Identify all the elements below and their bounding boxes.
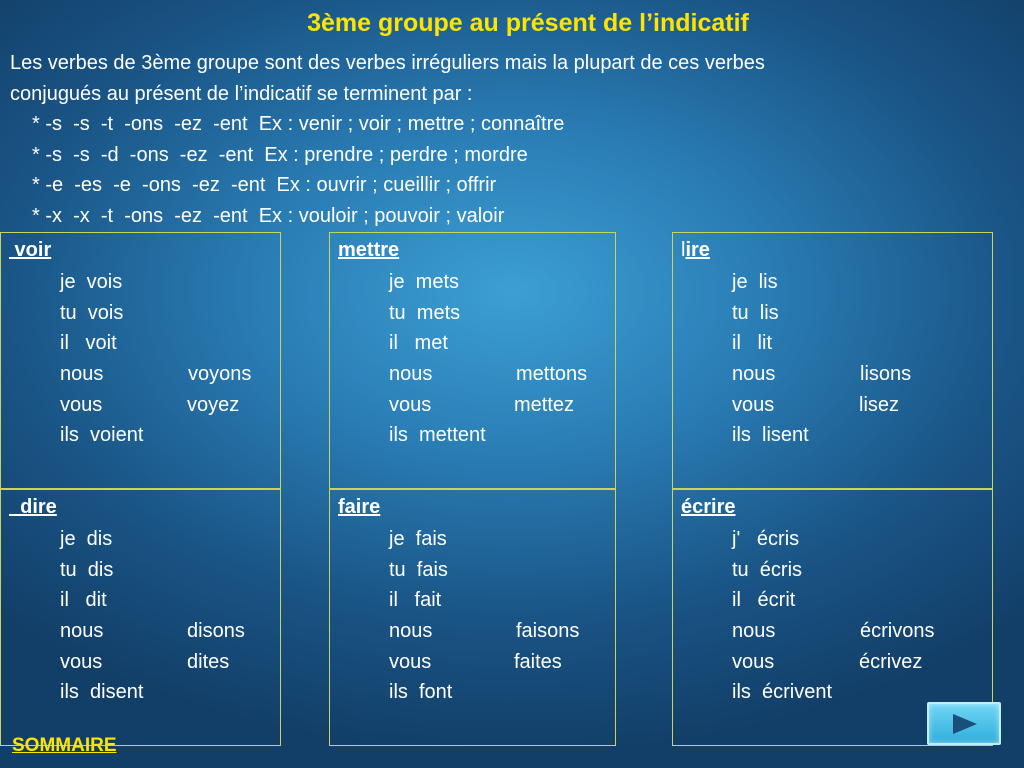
conj-pronoun: vous [60, 393, 103, 416]
conj-pronoun: nous [732, 363, 776, 386]
conj-row [1, 585, 280, 616]
slide-title: 3ème groupe au présent de l’indicatif [307, 9, 749, 37]
conj-singular: il met [389, 332, 448, 355]
rule-line-1: * -s -s -t -ons -ez -ent Ex : venir ; voir ; mettre ; connaître [32, 113, 565, 135]
conj-singular: il lit [732, 332, 772, 355]
conj-form: mettez [514, 393, 575, 416]
verb-heading: faire [338, 496, 381, 518]
conj-singular: ils écrivent [732, 681, 833, 704]
conj-row [1, 359, 280, 390]
conj-row [673, 585, 992, 616]
sommaire-link[interactable]: SOMMAIRE [12, 735, 117, 756]
conj-row [330, 616, 615, 647]
intro-line-1: Les verbes de 3ème groupe sont des verbes irréguliers mais la plupart de ces verbes [10, 52, 765, 74]
conj-pronoun: nous [389, 363, 433, 386]
conj-row [330, 328, 615, 359]
conj-row [673, 524, 992, 555]
conj-row [330, 359, 615, 390]
conjugation-list [673, 524, 992, 708]
conj-pronoun: nous [60, 620, 104, 643]
conj-row [673, 555, 992, 586]
conj-singular: je fais [389, 528, 447, 550]
conj-row [330, 267, 615, 298]
conj-pronoun: nous [60, 363, 104, 386]
conj-singular: ils voient [60, 424, 144, 447]
verb-prefix: l [681, 239, 686, 261]
conj-row [673, 616, 992, 647]
conj-singular: tu mets [389, 301, 461, 324]
next-slide-button[interactable] [927, 702, 1001, 745]
rule-line-2: * -s -s -d -ons -ez -ent Ex : prendre ; perdre ; mordre [32, 143, 528, 166]
conj-row [1, 677, 280, 708]
verb-heading: mettre [338, 239, 400, 261]
conj-singular: tu vois [60, 301, 124, 324]
intro-text [10, 48, 1010, 231]
conj-singular: tu dis [60, 558, 114, 581]
conj-row [1, 298, 280, 329]
conj-row [1, 420, 280, 451]
verb-rest: ire [685, 239, 710, 261]
conj-singular: ils lisent [732, 424, 809, 447]
conj-form: mettons [516, 363, 588, 386]
conj-row [330, 647, 615, 678]
intro-line-2: conjugués au présent de l’indicatif se terminent par : [10, 82, 473, 105]
verb-heading: écrire [681, 496, 736, 518]
conj-row [330, 420, 615, 451]
conj-singular: tu écris [732, 558, 803, 581]
verb-heading: dire [9, 496, 57, 518]
play-triangle-icon [951, 713, 979, 735]
conj-row [330, 298, 615, 329]
conj-singular: tu lis [732, 301, 779, 324]
conj-singular: il écrit [732, 589, 796, 612]
conj-form: lisons [860, 363, 912, 386]
conjugation-card-mettre [329, 232, 616, 489]
conj-row [1, 647, 280, 678]
verb-heading: voir [9, 239, 52, 261]
conjugation-list [1, 267, 280, 451]
conj-form: écrivons [860, 620, 935, 643]
conj-row [673, 647, 992, 678]
conj-pronoun: nous [732, 620, 776, 643]
conj-pronoun: nous [389, 620, 433, 643]
conj-form: voyez [187, 393, 240, 416]
conjugation-list [1, 524, 280, 708]
rule-line-3: * -e -es -e -ons -ez -ent Ex : ouvrir ; cueillir ; offrir [32, 174, 497, 196]
conj-row [673, 420, 992, 451]
conjugation-list [673, 267, 992, 451]
conj-row [330, 524, 615, 555]
conj-singular: il fait [389, 589, 442, 612]
rule-line-4: * -x -x -t -ons -ez -ent Ex : vouloir ; pouvoir ; valoir [32, 204, 505, 227]
conj-pronoun: vous [389, 650, 432, 673]
conj-singular: ils font [389, 681, 453, 704]
conj-singular: ils mettent [389, 424, 486, 447]
conj-row [1, 524, 280, 555]
conj-pronoun: vous [732, 393, 775, 416]
conj-row [330, 555, 615, 586]
conj-row [673, 267, 992, 298]
conj-pronoun: vous [732, 650, 775, 673]
verb-heading [681, 237, 710, 263]
conj-singular: je dis [60, 528, 113, 550]
conjugation-card-dire [0, 489, 281, 746]
conj-form: voyons [188, 363, 252, 386]
conj-singular: j' écris [732, 528, 800, 550]
conj-singular: je vois [60, 271, 123, 293]
conjugation-card-voir [0, 232, 281, 489]
conj-form: faisons [516, 620, 580, 643]
conj-singular: il dit [60, 589, 107, 612]
conj-row [673, 359, 992, 390]
conj-row [1, 267, 280, 298]
conj-pronoun: vous [389, 393, 432, 416]
conj-row [1, 616, 280, 647]
conj-singular: il voit [60, 332, 117, 355]
conj-row [1, 555, 280, 586]
conj-form: écrivez [859, 650, 923, 673]
conj-row [330, 677, 615, 708]
conj-row [673, 328, 992, 359]
conj-form: faites [514, 650, 562, 673]
conj-form: dites [187, 650, 230, 673]
conj-row [673, 298, 992, 329]
conj-singular: je lis [732, 271, 778, 293]
conj-row [330, 390, 615, 421]
conj-singular: je mets [389, 271, 460, 293]
conj-row [1, 328, 280, 359]
conj-singular: tu fais [389, 558, 448, 581]
conj-row [673, 390, 992, 421]
conjugation-list [330, 524, 615, 708]
conj-form: lisez [859, 393, 900, 416]
conj-form: disons [187, 620, 245, 643]
conj-pronoun: vous [60, 650, 103, 673]
conj-row [1, 390, 280, 421]
conj-singular: ils disent [60, 681, 144, 704]
conj-row [330, 585, 615, 616]
conjugation-card-lire [672, 232, 993, 489]
conjugation-list [330, 267, 615, 451]
conjugation-card-faire [329, 489, 616, 746]
